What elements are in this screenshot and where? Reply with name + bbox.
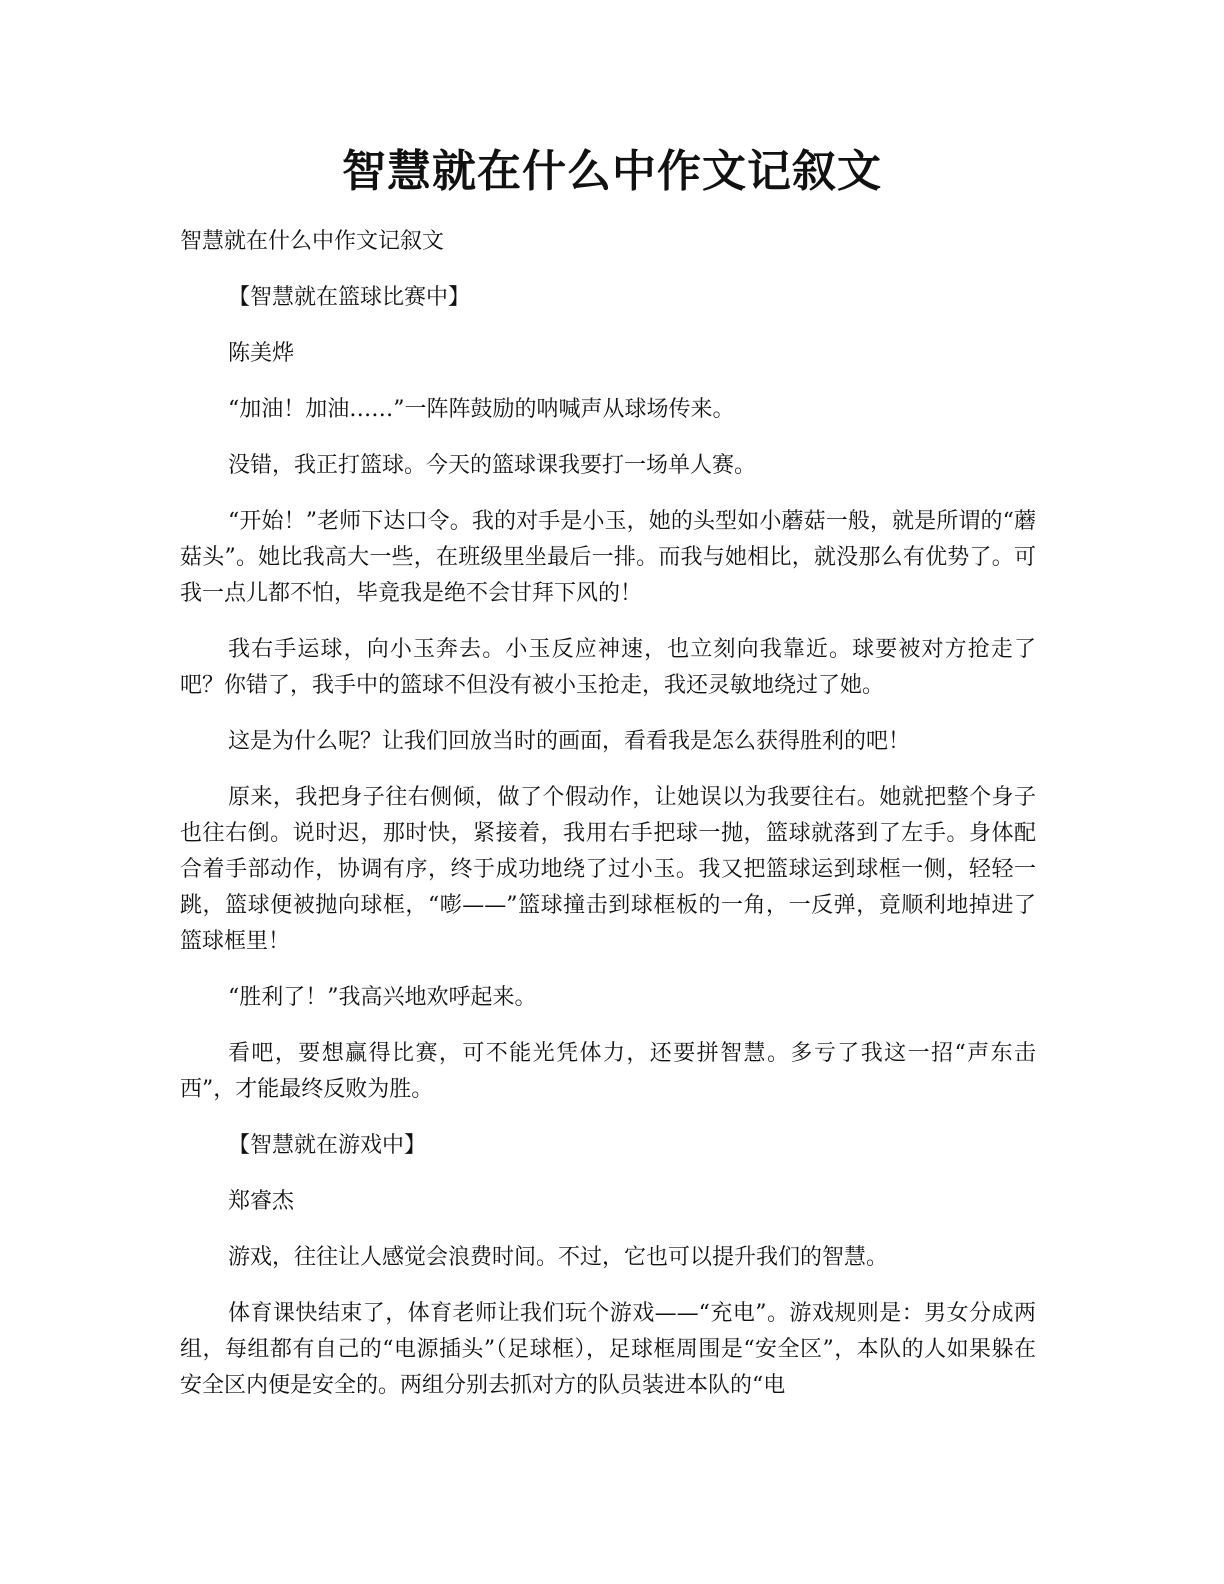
paragraph: 看吧，要想赢得比赛，可不能光凭体力，还要拼智慧。多亏了我这一招“声东击西”，才能最终反败为胜。 [180,1041,1036,1102]
paragraph: “加油！加油……”一阵阵鼓励的呐喊声从球场传来。 [228,397,735,422]
paragraph: “开始！”老师下达口令。我的对手是小玉，她的头型如小蘑菇一般，就是所谓的“蘑菇头”。她比我高大一些，在班级里坐最后一排。而我与她相比，就没那么有优势了。可我一点儿都不怕，毕竟我是绝不会甘拜下风的！ [180,509,1036,606]
paragraph: “胜利了！”我高兴地欢呼起来。 [228,985,537,1010]
section-heading-game: 【智慧就在游戏中】 [228,1133,427,1158]
author-name: 陈美烨 [228,341,295,366]
paragraph: 这是为什么呢？让我们回放当时的画面，看看我是怎么获得胜利的吧！ [228,729,911,754]
paragraph: 没错，我正打篮球。今天的篮球课我要打一场单人赛。 [228,453,757,478]
paragraph: 游戏，往往让人感觉会浪费时间。不过，它也可以提升我们的智慧。 [228,1245,889,1270]
paragraph: 原来，我把身子往右侧倾，做了个假动作，让她误以为我要往右。她就把整个身子也往右倒。说时迟，那时快，紧接着，我用右手把球一抛，篮球就落到了左手。身体配合着手部动作，协调有序，终于成功地绕了过小玉。我又把篮球运到球框一侧，轻轻一跳，篮球便被抛向球框，“嘭——”篮球撞击到球框板的一角，一反弹，竟顺利地掉进了篮球框里！ [180,785,1036,954]
paragraph: 体育课快结束了，体育老师让我们玩个游戏——“充电”。游戏规则是：男女分成两组，每组都有自己的“电源插头”（足球框），足球框周围是“安全区”，本队的人如果躲在安全区内便是安全的。两组分别去抓对方的队员装进本队的“电 [180,1301,1036,1398]
section-heading-basketball: 【智慧就在篮球比赛中】 [228,285,471,310]
document-title: 智慧就在什么中作文记叙文 [342,146,882,197]
document-subtitle: 智慧就在什么中作文记叙文 [180,229,445,254]
author-name: 郑睿杰 [228,1189,295,1214]
paragraph: 我右手运球，向小玉奔去。小玉反应神速，也立刻向我靠近。球要被对方抢走了吧？你错了，我手中的篮球不但没有被小玉抢走，我还灵敏地绕过了她。 [180,637,1036,698]
document-body [180,224,1036,1424]
